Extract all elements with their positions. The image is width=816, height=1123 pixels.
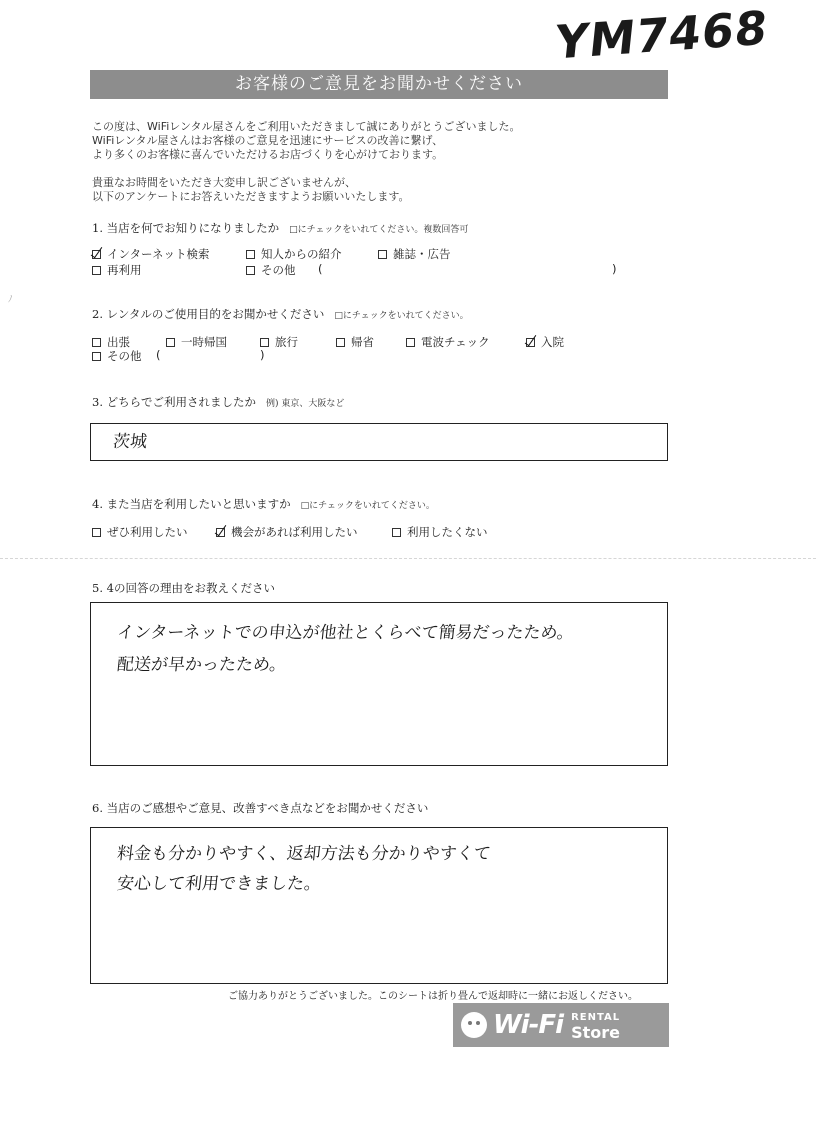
q3-note: 例) 東京、大阪など: [266, 399, 345, 409]
q4-option-definitely[interactable]: [92, 524, 188, 540]
checkbox[interactable]: [92, 338, 101, 347]
intro-line: より多くのお客様に喜んでいただけるお店づくりを心がけております。: [92, 148, 444, 161]
option-label: その他: [261, 263, 296, 277]
checkbox[interactable]: [92, 266, 101, 275]
q5-answer-field[interactable]: [90, 602, 668, 766]
checkbox[interactable]: [246, 266, 255, 275]
q5-title: 5. 4の回答の理由をお教えください: [92, 581, 275, 595]
intro-line: 貴重なお時間をいただき大変申し訳ございませんが、: [92, 176, 356, 189]
q2-option-homecoming[interactable]: [336, 334, 374, 350]
option-label: 電波チェック: [421, 335, 490, 349]
q4-note: □にチェックをいれてください。: [300, 501, 435, 511]
q4-option-if-chance[interactable]: [216, 524, 358, 540]
q1-note: □にチェックをいれてください。複数回答可: [289, 225, 469, 235]
option-label: その他: [107, 349, 142, 363]
checkbox[interactable]: [526, 338, 535, 347]
q2-other-open-paren: (: [156, 348, 161, 362]
checkbox[interactable]: [166, 338, 175, 347]
checkbox[interactable]: [246, 250, 255, 259]
q6-answer-line: 料金も分かりやすく、返却方法も分かりやすくて: [115, 844, 492, 864]
q2-option-travel[interactable]: [260, 334, 298, 350]
checkbox[interactable]: [92, 250, 101, 259]
q2-option-temporary-return[interactable]: [166, 334, 227, 350]
checkbox[interactable]: [92, 352, 101, 361]
q1-title-text: 1. 当店を何でお知りになりましたか: [92, 221, 280, 235]
fold-line: [0, 558, 816, 559]
q6-title: 6. 当店のご感想やご意見、改善すべき点などをお聞かせください: [92, 801, 429, 815]
q2-note: □にチェックをいれてください。: [334, 311, 469, 321]
q2-option-other[interactable]: [92, 348, 142, 364]
intro-line: この度は、WiFiレンタル屋さんをご利用いただきまして誠にありがとうございました。: [92, 120, 521, 133]
q6-answer-field[interactable]: [90, 827, 668, 984]
intro-paragraph-1: [92, 120, 521, 162]
q5-answer-line: インターネットでの申込が他社とくらべて簡易だったため。: [115, 623, 575, 643]
q1-other-open-paren: (: [318, 262, 323, 276]
option-label: 帰省: [351, 335, 374, 349]
wifi-rental-store-logo: [453, 1003, 669, 1047]
q3-title-text: 3. どちらでご利用されましたか: [92, 395, 257, 409]
option-label: 機会があれば利用したい: [231, 525, 358, 539]
option-label: 一時帰国: [181, 335, 227, 349]
checkbox[interactable]: [336, 338, 345, 347]
q2-other-close-paren: ): [260, 348, 265, 362]
option-label: 出張: [107, 335, 130, 349]
q1-option-referral[interactable]: [246, 246, 342, 262]
q5-answer-line: 配送が早かったため。: [115, 655, 288, 675]
checkbox[interactable]: [406, 338, 415, 347]
checkbox[interactable]: [378, 250, 387, 259]
q3-title: [92, 394, 344, 410]
option-label: 雑誌・広告: [393, 247, 451, 261]
handwritten-reference-code: YM7468: [552, 0, 771, 70]
q2-title-text: 2. レンタルのご使用目的をお聞かせください: [92, 307, 325, 321]
q1-option-other[interactable]: [246, 262, 296, 278]
option-label: 知人からの紹介: [261, 247, 342, 261]
logo-wordmark: Wi-Fi: [493, 1010, 564, 1040]
q2-option-hospital[interactable]: [526, 334, 564, 350]
q1-other-close-paren: ): [612, 262, 617, 276]
option-label: インターネット検索: [107, 247, 210, 261]
logo-subtitle: [571, 1010, 620, 1040]
logo-rental-text: RENTAL: [571, 1012, 621, 1023]
footer-thanks: ご協力ありがとうございました。このシートは折り畳んで返却時に一緒にお返しください。: [228, 991, 638, 1002]
q3-answer-field[interactable]: [90, 423, 668, 461]
checkbox[interactable]: [260, 338, 269, 347]
intro-line: 以下のアンケートにお答えいただきますようお願いいたします。: [92, 190, 410, 203]
q4-option-no[interactable]: [392, 524, 488, 540]
checkbox[interactable]: [392, 528, 401, 537]
checkbox[interactable]: [92, 528, 101, 537]
checkbox[interactable]: [216, 528, 225, 537]
stray-pen-mark: ﾉ: [8, 295, 13, 305]
option-label: 旅行: [275, 335, 298, 349]
q3-answer-text: 茨城: [111, 432, 149, 452]
q4-title-text: 4. また当店を利用したいと思いますか: [92, 497, 291, 511]
q4-title: [92, 496, 435, 512]
q2-title: [92, 306, 469, 322]
intro-line: WiFiレンタル屋さんはお客様のご意見を迅速にサービスの改善に繋げ、: [92, 134, 444, 147]
option-label: 入院: [541, 335, 564, 349]
option-label: 利用したくない: [407, 525, 488, 539]
q2-option-signal-check[interactable]: [406, 334, 490, 350]
q1-option-internet[interactable]: [92, 246, 209, 262]
q1-option-magazine[interactable]: [378, 246, 451, 262]
option-label: ぜひ利用したい: [107, 525, 188, 539]
q6-answer-line: 安心して利用できました。: [115, 874, 323, 894]
form-title: お客様のご意見をお聞かせください: [90, 70, 668, 99]
intro-paragraph-2: [92, 176, 409, 204]
mascot-icon: [461, 1012, 487, 1038]
option-label: 再利用: [107, 263, 142, 277]
logo-store-text: Store: [571, 1023, 620, 1042]
q1-option-repeat[interactable]: [92, 262, 142, 278]
q1-title: [92, 220, 468, 236]
